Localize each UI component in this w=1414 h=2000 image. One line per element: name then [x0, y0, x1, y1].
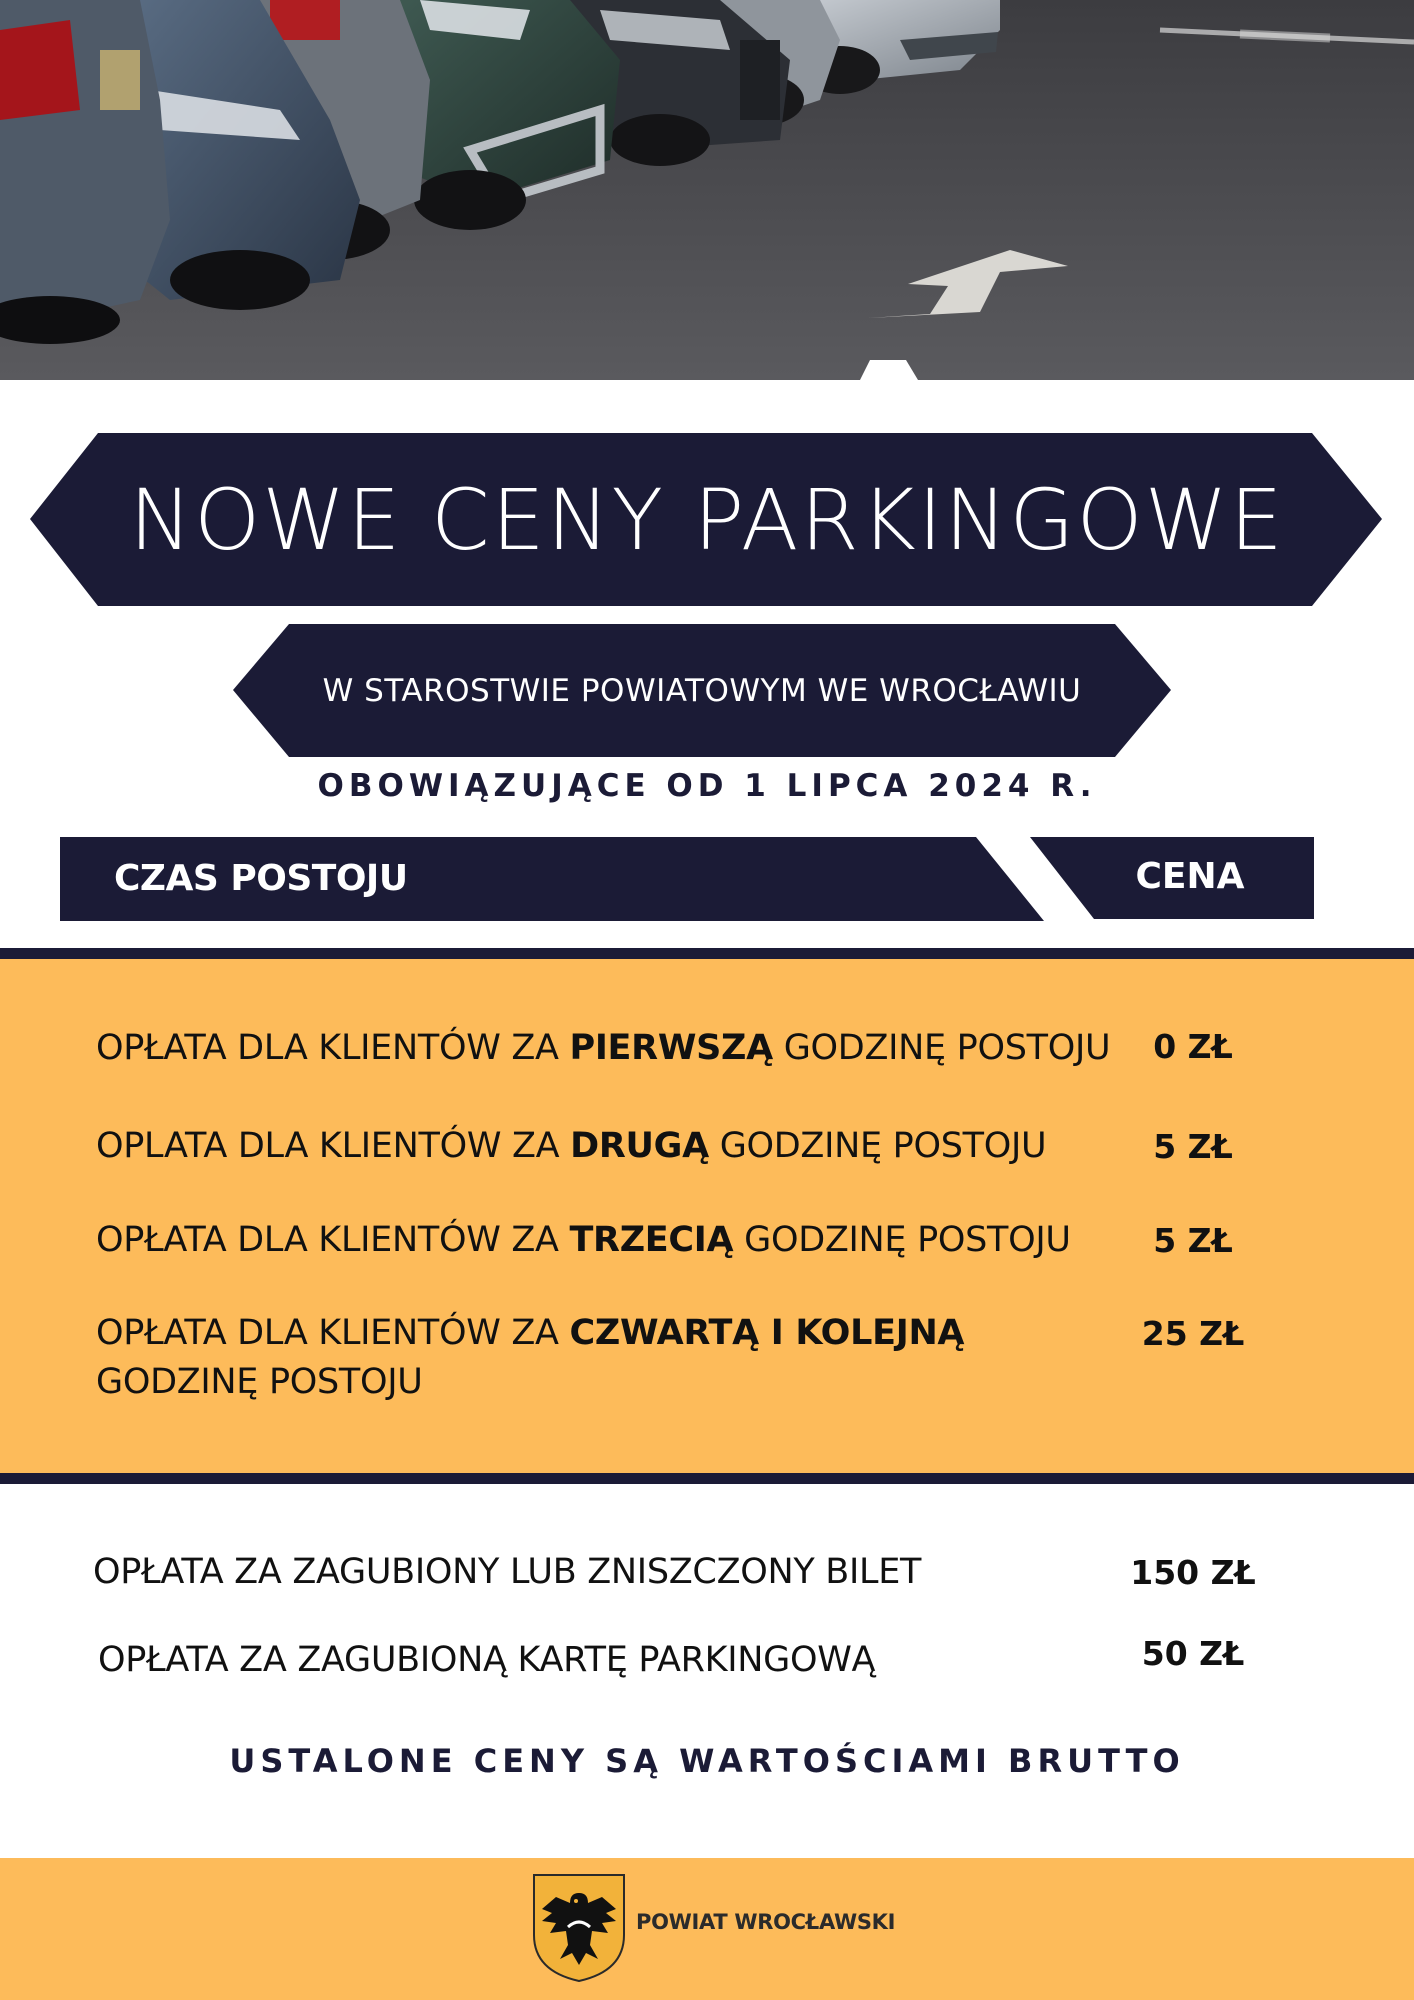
coat-of-arms-icon [532, 1873, 626, 1983]
price-row-2-label: OPLATA DLA KLIENTÓW ZA DRUGĄ GODZINĘ POSTOJU [96, 1126, 1047, 1166]
price-row-3-label: OPŁATA DLA KLIENTÓW ZA TRZECIĄ GODZINĘ POSTOJU [96, 1220, 1071, 1260]
price-row-2-value: 5 ZŁ [1153, 1127, 1233, 1166]
extra-fee-2-value: 50 ZŁ [1141, 1634, 1245, 1673]
extra-fee-1-value: 150 ZŁ [1130, 1553, 1256, 1592]
valid-from-date: OBOWIĄZUJĄCE OD 1 LIPCA 2024 R. [317, 768, 1097, 804]
price-row-1-value: 0 ZŁ [1153, 1027, 1233, 1066]
price-row-3-value: 5 ZŁ [1153, 1221, 1233, 1260]
price-row-4-label: OPŁATA DLA KLIENTÓW ZA CZWARTĄ I KOLEJNĄ GODZINĘ POSTOJU [96, 1313, 965, 1402]
price-row-4-value: 25 ZŁ [1141, 1314, 1245, 1353]
subtitle: W STAROSTWIE POWIATOWYM WE WROCŁAWIU [322, 672, 1082, 709]
header-price: CENA [1135, 855, 1245, 897]
extra-fee-1-label: OPŁATA ZA ZAGUBIONY LUB ZNISZCZONY BILET [93, 1552, 922, 1592]
parking-photo [0, 0, 1414, 380]
gross-price-note: USTALONE CENY SĄ WARTOŚCIAMI BRUTTO [229, 1742, 1185, 1780]
footer-brand-name: POWIAT WROCŁAWSKI [636, 1910, 896, 1934]
page-title: NOWE CENY PARKINGOWE [129, 470, 1285, 569]
price-row-1-label: OPŁATA DLA KLIENTÓW ZA PIERWSZĄ GODZINĘ POSTOJU [96, 1028, 1111, 1068]
extra-fee-2-label: OPŁATA ZA ZAGUBIONĄ KARTĘ PARKINGOWĄ [98, 1640, 876, 1680]
header-duration: CZAS POSTOJU [114, 857, 408, 899]
